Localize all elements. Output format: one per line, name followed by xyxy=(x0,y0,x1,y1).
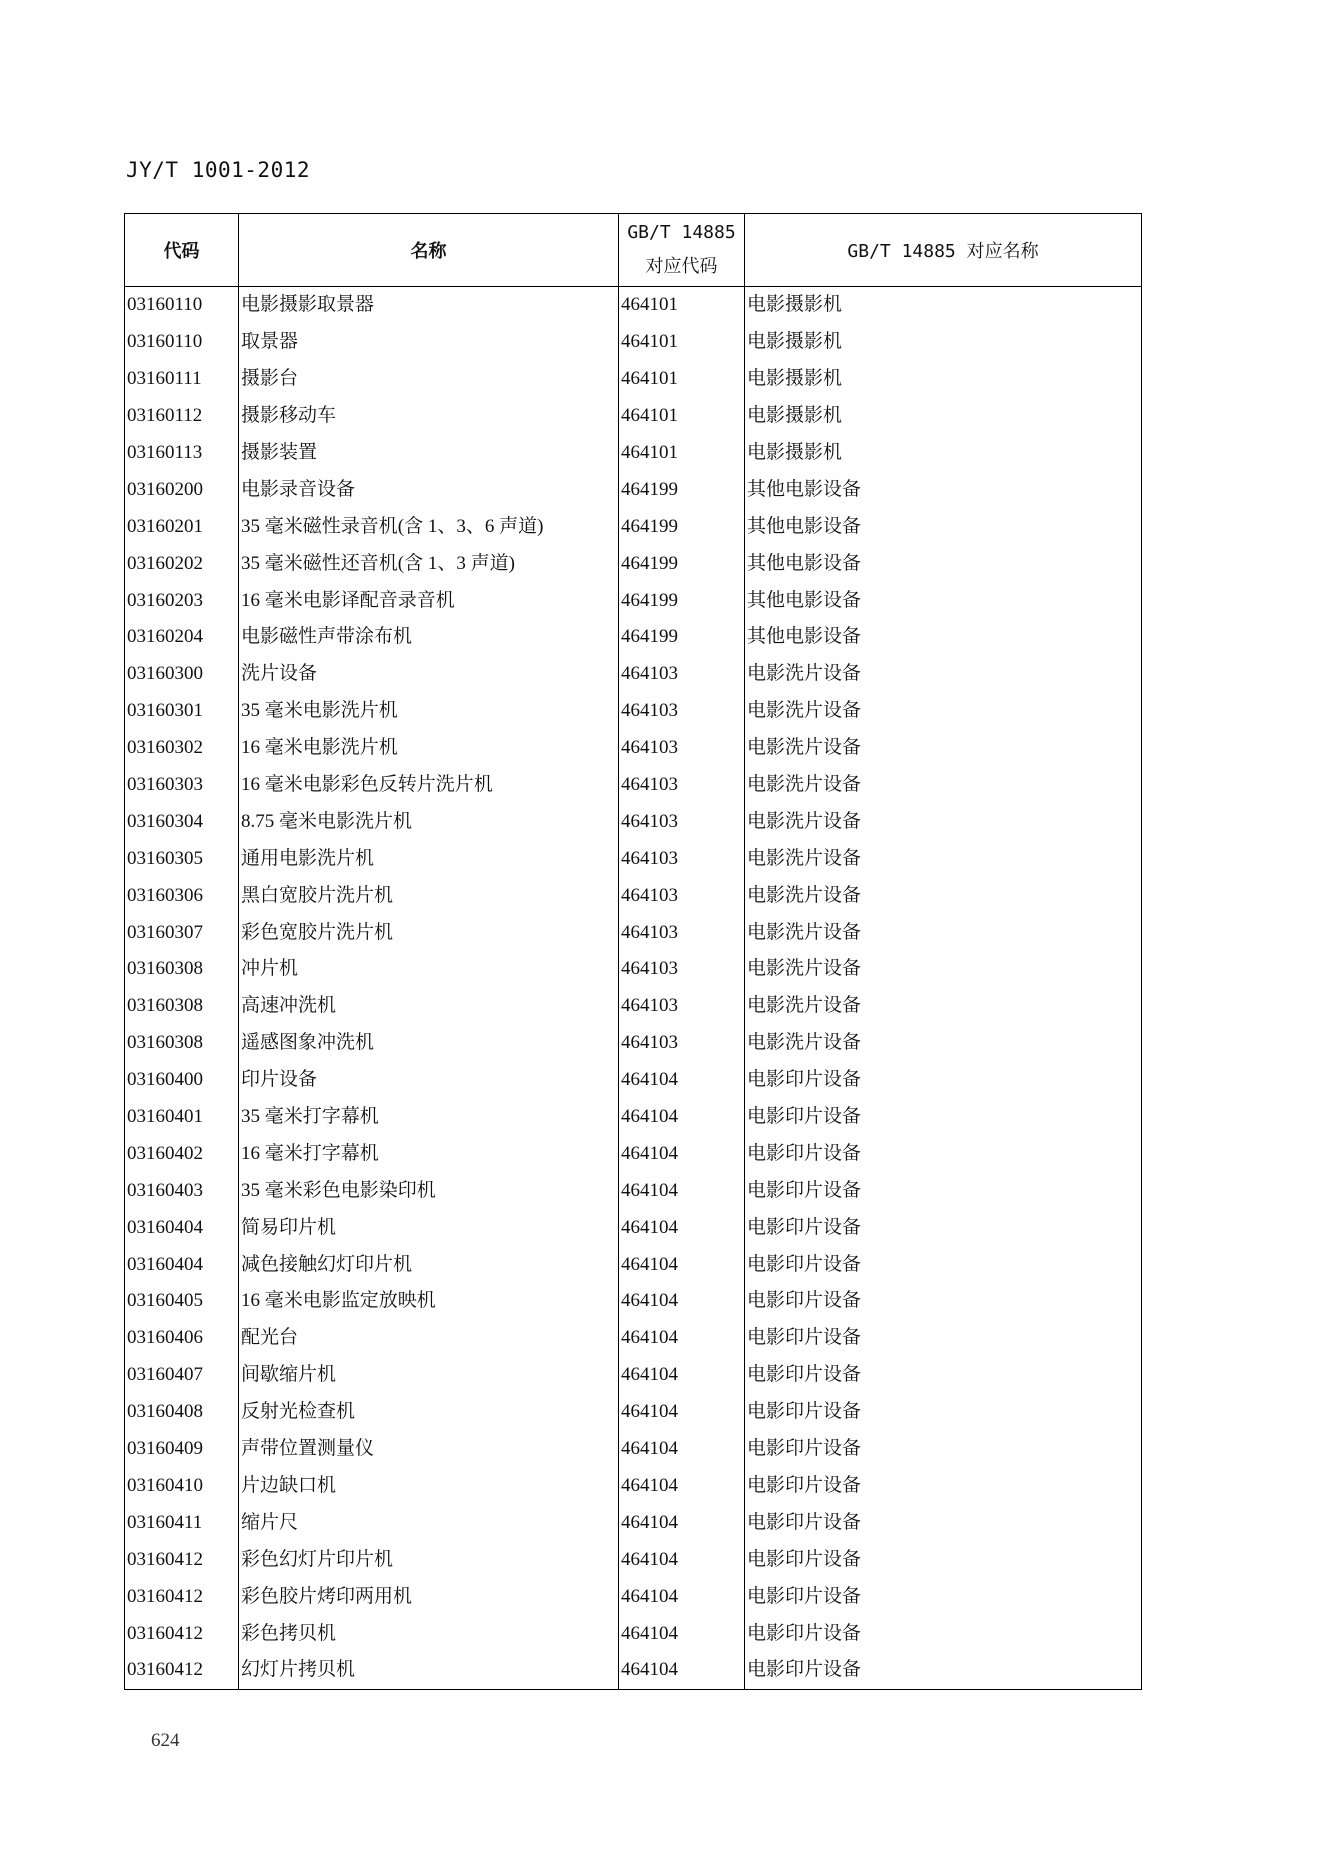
cell-name: 片边缺口机 xyxy=(239,1468,619,1505)
cell-name: 通用电影洗片机 xyxy=(239,840,619,877)
cell-name: 减色接触幻灯印片机 xyxy=(239,1246,619,1283)
table-body xyxy=(125,287,1142,1690)
cell-gb-code: 464104 xyxy=(619,1431,745,1468)
table-row xyxy=(125,619,1142,656)
cell-name: 反射光检查机 xyxy=(239,1394,619,1431)
table-row xyxy=(125,324,1142,361)
cell-gb-code: 464199 xyxy=(619,582,745,619)
cell-code: 03160412 xyxy=(125,1652,239,1689)
cell-gb-name: 电影洗片设备 xyxy=(745,803,1142,840)
cell-gb-name: 电影印片设备 xyxy=(745,1320,1142,1357)
cell-name: 35 毫米彩色电影染印机 xyxy=(239,1172,619,1209)
cell-gb-name: 其他电影设备 xyxy=(745,619,1142,656)
cell-gb-code: 464104 xyxy=(619,1357,745,1394)
table-row xyxy=(125,1578,1142,1615)
cell-name: 电影磁性声带涂布机 xyxy=(239,619,619,656)
page-number: 624 xyxy=(151,1730,180,1751)
cell-gb-code: 464101 xyxy=(619,361,745,398)
table-row xyxy=(125,1283,1142,1320)
table-row xyxy=(125,435,1142,472)
cell-gb-code: 464199 xyxy=(619,471,745,508)
cell-code: 03160407 xyxy=(125,1357,239,1394)
table-row xyxy=(125,767,1142,804)
table-row xyxy=(125,951,1142,988)
table-row xyxy=(125,1431,1142,1468)
cell-code: 03160302 xyxy=(125,730,239,767)
cell-gb-name: 电影印片设备 xyxy=(745,1652,1142,1689)
table-row xyxy=(125,1172,1142,1209)
table-row xyxy=(125,398,1142,435)
table-row xyxy=(125,1541,1142,1578)
table-row xyxy=(125,914,1142,951)
cell-gb-name: 电影印片设备 xyxy=(745,1468,1142,1505)
table-row xyxy=(125,840,1142,877)
cell-code: 03160110 xyxy=(125,324,239,361)
cell-code: 03160112 xyxy=(125,398,239,435)
cell-gb-code: 464104 xyxy=(619,1099,745,1136)
cell-gb-code: 464104 xyxy=(619,1062,745,1099)
cell-gb-name: 电影洗片设备 xyxy=(745,914,1142,951)
cell-code: 03160303 xyxy=(125,767,239,804)
table-row xyxy=(125,1652,1142,1689)
cell-gb-code: 464103 xyxy=(619,951,745,988)
table-row xyxy=(125,1394,1142,1431)
cell-name: 电影录音设备 xyxy=(239,471,619,508)
cell-gb-code: 464199 xyxy=(619,619,745,656)
cell-code: 03160200 xyxy=(125,471,239,508)
cell-code: 03160301 xyxy=(125,693,239,730)
cell-name: 摄影装置 xyxy=(239,435,619,472)
table-row xyxy=(125,582,1142,619)
table-row xyxy=(125,877,1142,914)
cell-gb-code: 464103 xyxy=(619,988,745,1025)
cell-gb-code: 464104 xyxy=(619,1615,745,1652)
cell-gb-code: 464101 xyxy=(619,398,745,435)
table-row xyxy=(125,361,1142,398)
cell-gb-name: 电影印片设备 xyxy=(745,1172,1142,1209)
cell-gb-name: 电影印片设备 xyxy=(745,1578,1142,1615)
cell-name: 黑白宽胶片洗片机 xyxy=(239,877,619,914)
cell-name: 配光台 xyxy=(239,1320,619,1357)
table-row xyxy=(125,508,1142,545)
column-header-gb-code xyxy=(619,214,745,287)
cell-name: 高速冲洗机 xyxy=(239,988,619,1025)
cell-gb-name: 电影洗片设备 xyxy=(745,840,1142,877)
cell-gb-name: 电影印片设备 xyxy=(745,1099,1142,1136)
column-header-code: 代码 xyxy=(125,214,239,287)
cell-name: 洗片设备 xyxy=(239,656,619,693)
cell-gb-name: 电影印片设备 xyxy=(745,1394,1142,1431)
cell-code: 03160305 xyxy=(125,840,239,877)
cell-code: 03160400 xyxy=(125,1062,239,1099)
cell-gb-code: 464104 xyxy=(619,1283,745,1320)
cell-name: 16 毫米电影彩色反转片洗片机 xyxy=(239,767,619,804)
cell-gb-name: 电影洗片设备 xyxy=(745,951,1142,988)
cell-gb-name: 电影印片设备 xyxy=(745,1246,1142,1283)
column-header-gb-code-line1: GB/T 14885 xyxy=(627,222,736,243)
cell-code: 03160404 xyxy=(125,1209,239,1246)
cell-name: 16 毫米电影监定放映机 xyxy=(239,1283,619,1320)
cell-gb-code: 464104 xyxy=(619,1652,745,1689)
cell-gb-name: 电影印片设备 xyxy=(745,1431,1142,1468)
cell-code: 03160404 xyxy=(125,1246,239,1283)
cell-name: 取景器 xyxy=(239,324,619,361)
cell-code: 03160113 xyxy=(125,435,239,472)
table-row xyxy=(125,988,1142,1025)
cell-code: 03160203 xyxy=(125,582,239,619)
cell-gb-name: 电影洗片设备 xyxy=(745,693,1142,730)
table-row xyxy=(125,656,1142,693)
cell-name: 16 毫米打字幕机 xyxy=(239,1135,619,1172)
cell-code: 03160405 xyxy=(125,1283,239,1320)
cell-name: 摄影移动车 xyxy=(239,398,619,435)
table-row xyxy=(125,1062,1142,1099)
cell-name: 16 毫米电影洗片机 xyxy=(239,730,619,767)
cell-code: 03160300 xyxy=(125,656,239,693)
cell-gb-code: 464104 xyxy=(619,1468,745,1505)
cell-gb-code: 464104 xyxy=(619,1394,745,1431)
table-row xyxy=(125,287,1142,324)
cell-gb-code: 464101 xyxy=(619,287,745,324)
code-table xyxy=(124,213,1142,1690)
cell-gb-name: 其他电影设备 xyxy=(745,582,1142,619)
cell-gb-name: 电影洗片设备 xyxy=(745,656,1142,693)
column-header-gb-name: GB/T 14885 对应名称 xyxy=(745,214,1142,287)
cell-code: 03160110 xyxy=(125,287,239,324)
cell-gb-code: 464104 xyxy=(619,1541,745,1578)
table-row xyxy=(125,803,1142,840)
cell-gb-code: 464101 xyxy=(619,324,745,361)
column-header-name: 名称 xyxy=(239,214,619,287)
table-row xyxy=(125,1320,1142,1357)
cell-name: 彩色幻灯片印片机 xyxy=(239,1541,619,1578)
cell-gb-code: 464104 xyxy=(619,1320,745,1357)
cell-gb-name: 电影摄影机 xyxy=(745,435,1142,472)
table-row xyxy=(125,1504,1142,1541)
cell-gb-code: 464101 xyxy=(619,435,745,472)
cell-code: 03160111 xyxy=(125,361,239,398)
cell-name: 8.75 毫米电影洗片机 xyxy=(239,803,619,840)
cell-gb-code: 464104 xyxy=(619,1578,745,1615)
cell-name: 冲片机 xyxy=(239,951,619,988)
cell-code: 03160403 xyxy=(125,1172,239,1209)
cell-gb-name: 电影印片设备 xyxy=(745,1135,1142,1172)
cell-code: 03160201 xyxy=(125,508,239,545)
cell-name: 印片设备 xyxy=(239,1062,619,1099)
cell-gb-code: 464199 xyxy=(619,508,745,545)
cell-gb-name: 其他电影设备 xyxy=(745,545,1142,582)
cell-code: 03160401 xyxy=(125,1099,239,1136)
cell-gb-name: 电影摄影机 xyxy=(745,287,1142,324)
cell-gb-code: 464199 xyxy=(619,545,745,582)
cell-gb-name: 电影印片设备 xyxy=(745,1062,1142,1099)
cell-name: 简易印片机 xyxy=(239,1209,619,1246)
cell-name: 幻灯片拷贝机 xyxy=(239,1652,619,1689)
cell-name: 35 毫米电影洗片机 xyxy=(239,693,619,730)
cell-name: 缩片尺 xyxy=(239,1504,619,1541)
cell-name: 电影摄影取景器 xyxy=(239,287,619,324)
cell-code: 03160202 xyxy=(125,545,239,582)
cell-gb-name: 电影摄影机 xyxy=(745,324,1142,361)
table-row xyxy=(125,693,1142,730)
cell-name: 彩色拷贝机 xyxy=(239,1615,619,1652)
cell-gb-name: 电影印片设备 xyxy=(745,1504,1142,1541)
cell-name: 35 毫米磁性还音机(含 1、3 声道) xyxy=(239,545,619,582)
cell-gb-name: 电影洗片设备 xyxy=(745,988,1142,1025)
cell-gb-code: 464104 xyxy=(619,1209,745,1246)
table-row xyxy=(125,471,1142,508)
cell-gb-code: 464104 xyxy=(619,1172,745,1209)
cell-gb-name: 电影印片设备 xyxy=(745,1357,1142,1394)
cell-gb-name: 电影摄影机 xyxy=(745,398,1142,435)
cell-gb-name: 电影摄影机 xyxy=(745,361,1142,398)
cell-code: 03160412 xyxy=(125,1541,239,1578)
column-header-gb-code-line2: 对应代码 xyxy=(645,256,718,277)
cell-name: 遥感图象冲洗机 xyxy=(239,1025,619,1062)
cell-gb-code: 464103 xyxy=(619,1025,745,1062)
cell-gb-name: 电影印片设备 xyxy=(745,1283,1142,1320)
cell-code: 03160412 xyxy=(125,1578,239,1615)
cell-gb-name: 其他电影设备 xyxy=(745,471,1142,508)
cell-code: 03160408 xyxy=(125,1394,239,1431)
cell-gb-name: 电影洗片设备 xyxy=(745,1025,1142,1062)
table-row xyxy=(125,1468,1142,1505)
table-row xyxy=(125,1025,1142,1062)
cell-name: 声带位置测量仪 xyxy=(239,1431,619,1468)
table-row xyxy=(125,1209,1142,1246)
cell-code: 03160308 xyxy=(125,1025,239,1062)
cell-code: 03160306 xyxy=(125,877,239,914)
standard-code-header: JY/T 1001-2012 xyxy=(126,158,311,182)
cell-gb-name: 电影洗片设备 xyxy=(745,767,1142,804)
table-header-row xyxy=(125,214,1142,287)
cell-gb-name: 电影洗片设备 xyxy=(745,730,1142,767)
cell-name: 35 毫米打字幕机 xyxy=(239,1099,619,1136)
cell-gb-name: 其他电影设备 xyxy=(745,508,1142,545)
cell-gb-name: 电影洗片设备 xyxy=(745,877,1142,914)
cell-code: 03160409 xyxy=(125,1431,239,1468)
cell-code: 03160406 xyxy=(125,1320,239,1357)
cell-name: 彩色宽胶片洗片机 xyxy=(239,914,619,951)
cell-code: 03160204 xyxy=(125,619,239,656)
cell-gb-name: 电影印片设备 xyxy=(745,1615,1142,1652)
cell-gb-code: 464103 xyxy=(619,730,745,767)
table-row xyxy=(125,1099,1142,1136)
table-row xyxy=(125,545,1142,582)
cell-gb-code: 464103 xyxy=(619,840,745,877)
cell-gb-name: 电影印片设备 xyxy=(745,1209,1142,1246)
table-row xyxy=(125,1246,1142,1283)
cell-gb-code: 464103 xyxy=(619,767,745,804)
cell-code: 03160308 xyxy=(125,988,239,1025)
cell-gb-code: 464103 xyxy=(619,914,745,951)
cell-gb-code: 464103 xyxy=(619,656,745,693)
cell-code: 03160402 xyxy=(125,1135,239,1172)
cell-gb-code: 464104 xyxy=(619,1504,745,1541)
cell-name: 间歇缩片机 xyxy=(239,1357,619,1394)
cell-code: 03160304 xyxy=(125,803,239,840)
cell-name: 35 毫米磁性录音机(含 1、3、6 声道) xyxy=(239,508,619,545)
cell-gb-name: 电影印片设备 xyxy=(745,1541,1142,1578)
cell-name: 摄影台 xyxy=(239,361,619,398)
cell-code: 03160411 xyxy=(125,1504,239,1541)
table-row xyxy=(125,1135,1142,1172)
cell-code: 03160412 xyxy=(125,1615,239,1652)
cell-name: 彩色胶片烤印两用机 xyxy=(239,1578,619,1615)
cell-code: 03160410 xyxy=(125,1468,239,1505)
cell-code: 03160308 xyxy=(125,951,239,988)
cell-gb-code: 464103 xyxy=(619,803,745,840)
cell-gb-code: 464103 xyxy=(619,877,745,914)
cell-gb-code: 464104 xyxy=(619,1135,745,1172)
table-row xyxy=(125,730,1142,767)
table-row xyxy=(125,1357,1142,1394)
cell-name: 16 毫米电影译配音录音机 xyxy=(239,582,619,619)
table-row xyxy=(125,1615,1142,1652)
cell-gb-code: 464103 xyxy=(619,693,745,730)
cell-code: 03160307 xyxy=(125,914,239,951)
cell-gb-code: 464104 xyxy=(619,1246,745,1283)
